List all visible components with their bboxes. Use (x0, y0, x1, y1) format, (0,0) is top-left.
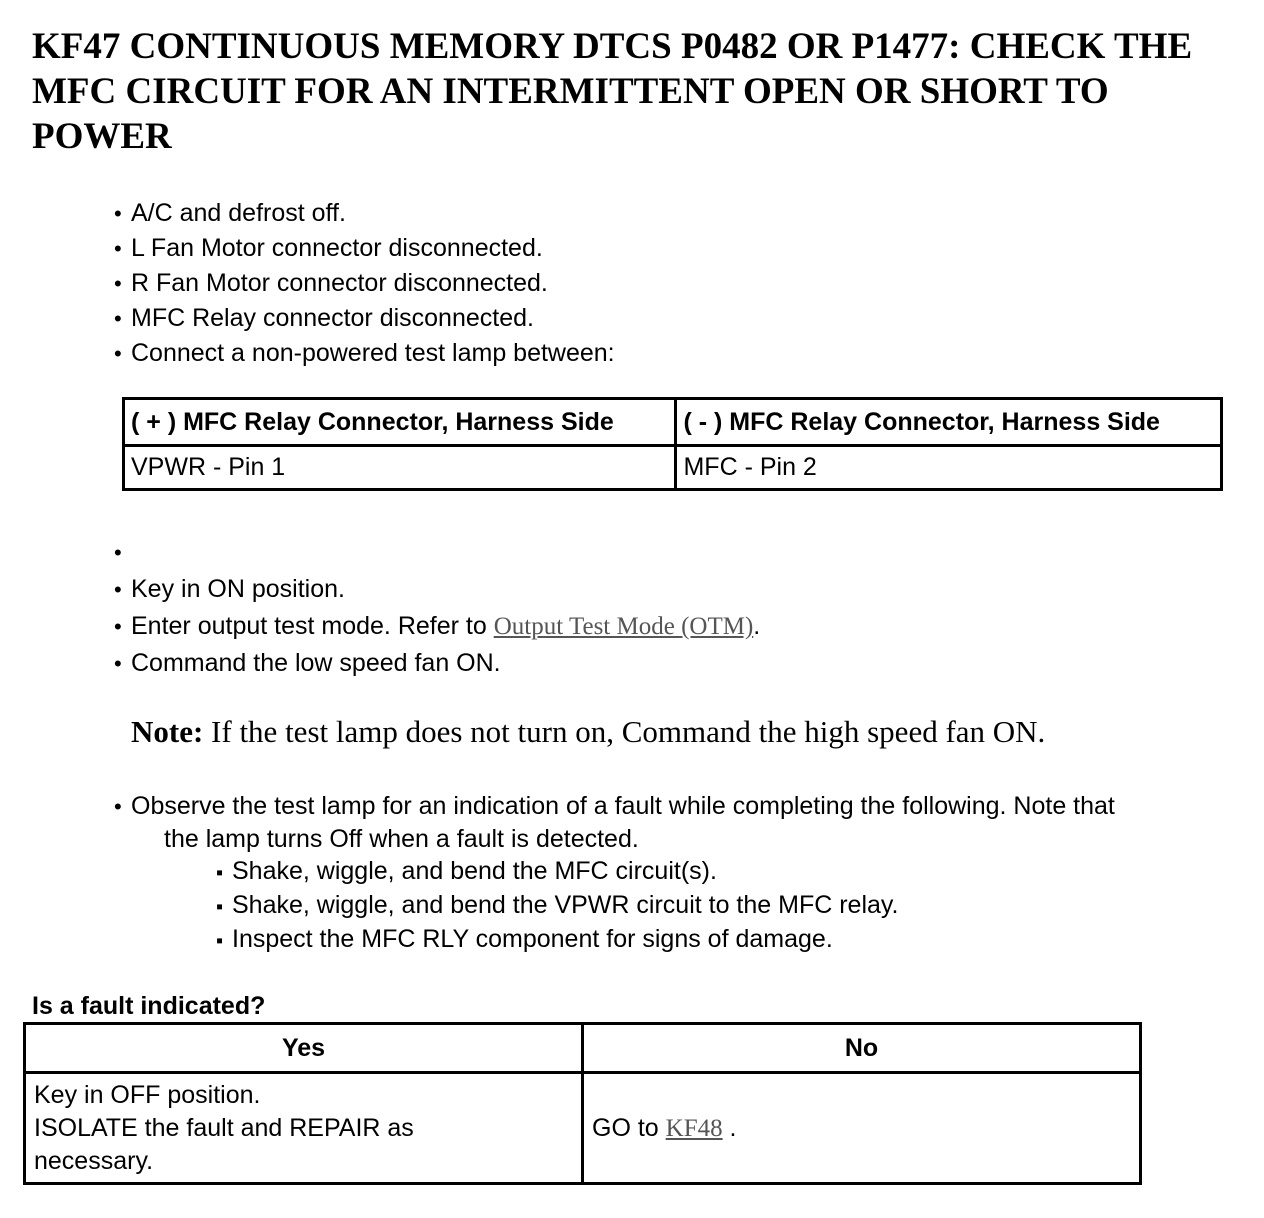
list-item: • R Fan Motor connector disconnected. (114, 266, 615, 301)
observe-step-continuation: the lamp turns Off when a fault is detected. (164, 825, 639, 853)
result-question: Is a fault indicated? (32, 992, 266, 1020)
yes-header: Yes (25, 1024, 583, 1073)
negative-lead-header: ( - ) MFC Relay Connector, Harness Side (676, 399, 1222, 446)
list-item: • MFC Relay connector disconnected. (114, 301, 615, 336)
step-text: Enter output test mode. Refer to (131, 612, 494, 640)
table-header-row (25, 1024, 1141, 1073)
list-item: • Connect a non-powered test lamp between: (114, 336, 615, 371)
observe-step-line: • Observe the test lamp for an indication of a fault while completing the following. Note that (114, 790, 1234, 823)
no-action-text: GO to (592, 1113, 666, 1142)
test-lamp-connection-table (122, 397, 1223, 491)
result-table (23, 1022, 1142, 1185)
list-item: • L Fan Motor connector disconnected. (114, 231, 615, 266)
yes-action-line: Key in OFF position. (34, 1080, 261, 1109)
sub-list-item: ▪ Inspect the MFC RLY component for signs of damage. (216, 923, 1234, 957)
positive-lead-header: ( + ) MFC Relay Connector, Harness Side (124, 399, 676, 446)
output-test-mode-link[interactable]: Output Test Mode (OTM) (493, 613, 754, 640)
no-action-cell (583, 1073, 1141, 1184)
setup-steps-list (114, 196, 615, 371)
yes-action-line: necessary. (34, 1146, 154, 1175)
no-action-suffix: . (722, 1113, 737, 1142)
list-item: • Command the low speed fan ON. (114, 645, 760, 682)
list-item: • Key in ON position. (114, 571, 760, 608)
observe-sub-steps (114, 855, 1234, 957)
page-title: KF47 CONTINUOUS MEMORY DTCS P0482 OR P1477: CHECK THE MFC CIRCUIT FOR AN INTERMITTENT OPEN OR SHORT TO POWER (32, 26, 1193, 157)
note-text: If the test lamp does not turn on, Command the high speed fan ON. (203, 714, 1046, 749)
note (131, 712, 1045, 752)
no-header: No (583, 1024, 1141, 1073)
list-item (114, 608, 760, 645)
positive-lead-cell: VPWR - Pin 1 (124, 446, 676, 490)
table-header-row (124, 399, 1222, 446)
step-text-suffix: . (753, 612, 761, 640)
procedure-steps-list (114, 534, 760, 682)
table-row (124, 446, 1222, 490)
empty-list-item (114, 534, 760, 571)
kf48-link[interactable]: KF48 (665, 1114, 723, 1142)
list-item: • A/C and defrost off. (114, 196, 615, 231)
yes-action-cell (25, 1073, 583, 1184)
sub-list-item: ▪ Shake, wiggle, and bend the VPWR circuit to the MFC relay. (216, 889, 1234, 923)
note-label: Note: (131, 714, 204, 749)
negative-lead-cell: MFC - Pin 2 (676, 446, 1222, 490)
table-row (25, 1073, 1141, 1184)
sub-list-item: ▪ Shake, wiggle, and bend the MFC circuit(s). (216, 855, 1234, 889)
observe-step (114, 790, 1234, 957)
yes-action-line: ISOLATE the fault and REPAIR as (34, 1113, 414, 1142)
